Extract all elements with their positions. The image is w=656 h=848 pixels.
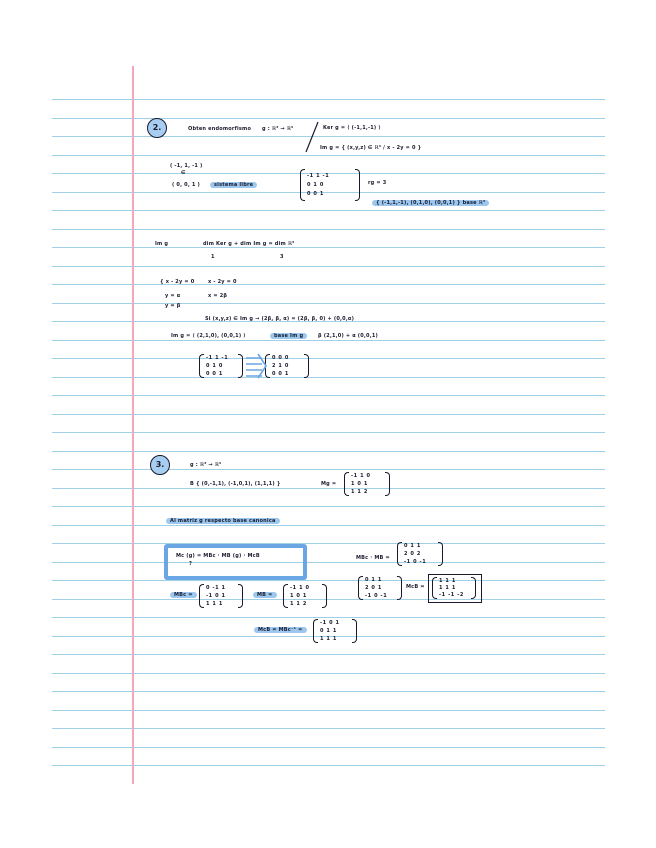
basis-label: { (-1,1,-1), (0,1,0), (0,0,1) } base ℝ³: [372, 200, 489, 206]
dim-equation: dim Ker g + dim Im g = dim ℝ³: [203, 241, 295, 247]
matrix-mbc-row-1: 0 -1 1: [206, 585, 226, 591]
dim-value-3: 3: [280, 254, 284, 260]
vector-bot: ( 0, 0, 1 ): [172, 182, 200, 188]
matrix-mb-row-1: -1 1 0: [290, 585, 310, 591]
matrix-b-row-3: 0 0 1: [272, 371, 289, 377]
matrix-b-row-2: 2 1 0: [272, 363, 289, 369]
rank-label: rg = 3: [368, 180, 387, 186]
mbc-mb-label: MBc · MB =: [356, 555, 390, 561]
formula-sub: ?: [189, 561, 193, 567]
si-line: Si (x,y,z) ∈ Im g → (2β, β, α) = (2β, β, 0) + (0,0,α): [205, 316, 355, 322]
section-3-basis: B { (0,-1,1), (-1,0,1), (1,1,1) }: [190, 481, 281, 487]
matrix-a-row-1: -1 1 -1: [206, 355, 229, 361]
mb-label: MB =: [253, 592, 277, 598]
matrix-mg-row-1: -1 1 0: [351, 473, 371, 479]
system-2c: x = 2β: [208, 293, 228, 299]
section-2-ker: Ker g = ⟨ (-1,1,-1) ⟩: [323, 125, 381, 131]
matrix-a-row-2: 0 1 0: [206, 363, 223, 369]
matrix-mbc-row-3: 1 1 1: [206, 601, 223, 607]
matrix-middle-row-3: -1 0 -1: [365, 593, 388, 599]
matrix-mb-row-3: 1 1 2: [290, 601, 307, 607]
matrix-mbc-row-2: -1 0 1: [206, 593, 226, 599]
inv-label: McB = MBc⁻¹ =: [254, 627, 307, 633]
mbc-label: MBc =: [170, 592, 197, 598]
section-2-number: 2.: [147, 118, 167, 138]
matrix-1-row-2: 0 1 0: [307, 182, 324, 188]
im-g-label: Im g: [155, 241, 169, 247]
dim-value-1: 1: [211, 254, 215, 260]
slash-stroke: [306, 122, 318, 152]
base-img-label: base Im g: [270, 333, 307, 339]
mg-label: Mg =: [321, 481, 337, 487]
matrix-mcb-row-1: 1 1 1: [439, 578, 456, 584]
matrix-middle-row-2: 2 0 1: [365, 585, 382, 591]
formula: Mc (g) = MBc · MB (g) · McB: [176, 553, 260, 559]
system-1: { x - 2y = 0: [160, 279, 195, 285]
matrix-b-row-1: 0 0 0: [272, 355, 289, 361]
matrix-mcb-row-3: -1 -1 -2: [439, 592, 464, 598]
matrix-mg-row-3: 1 1 2: [351, 489, 368, 495]
question-label: Al matriz g respecto base canonica: [166, 518, 280, 524]
matrix-1-row-1: -1 1 -1: [307, 173, 330, 179]
vector-top: ( -1, 1, -1 ): [170, 163, 203, 169]
note-sistema-libre: sistema libre: [210, 182, 257, 188]
beta-line: β (2,1,0) + α (0,0,1): [318, 333, 378, 339]
matrix-inv-row-3: 1 1 1: [320, 636, 337, 642]
matrix-a-row-3: 0 0 1: [206, 371, 223, 377]
matrix-mbc-mb-row-3: -1 0 -1: [404, 559, 427, 565]
matrix-mcb-row-2: 1 1 1: [439, 585, 456, 591]
system-2a: y = α: [165, 293, 181, 299]
vector-mid: ∈: [181, 170, 186, 176]
section-2-title: Obten endomorfismo: [188, 126, 252, 132]
matrix-mb-row-2: 1 0 1: [290, 593, 307, 599]
matrix-mbc-mb-row-2: 2 0 2: [404, 551, 421, 557]
img-line: Im g = ⟨ (2,1,0), (0,0,1) ⟩: [171, 333, 246, 339]
matrix-mg-row-2: 1 0 1: [351, 481, 368, 487]
system-2b: y = β: [165, 303, 181, 309]
matrix-1-row-3: 0 0 1: [307, 191, 324, 197]
mcb-label: McB =: [406, 584, 425, 590]
matrix-mbc-mb-row-1: 0 1 1: [404, 543, 421, 549]
arrow-lines: [246, 358, 262, 376]
matrix-inv-row-1: -1 0 1: [320, 620, 340, 626]
section-3-map: g : ℝ³ → ℝ³: [190, 462, 222, 468]
section-3-number: 3.: [150, 455, 170, 475]
matrix-middle-row-1: 0 1 1: [365, 577, 382, 583]
section-2-map: g : ℝ³ → ℝ³: [262, 126, 294, 132]
matrix-inv-row-2: 0 1 1: [320, 628, 337, 634]
system-1b: x - 2y = 0: [208, 279, 237, 285]
section-2-im: Im g = { (x,y,z) ∈ ℝ³ / x - 2y = 0 }: [320, 145, 422, 151]
